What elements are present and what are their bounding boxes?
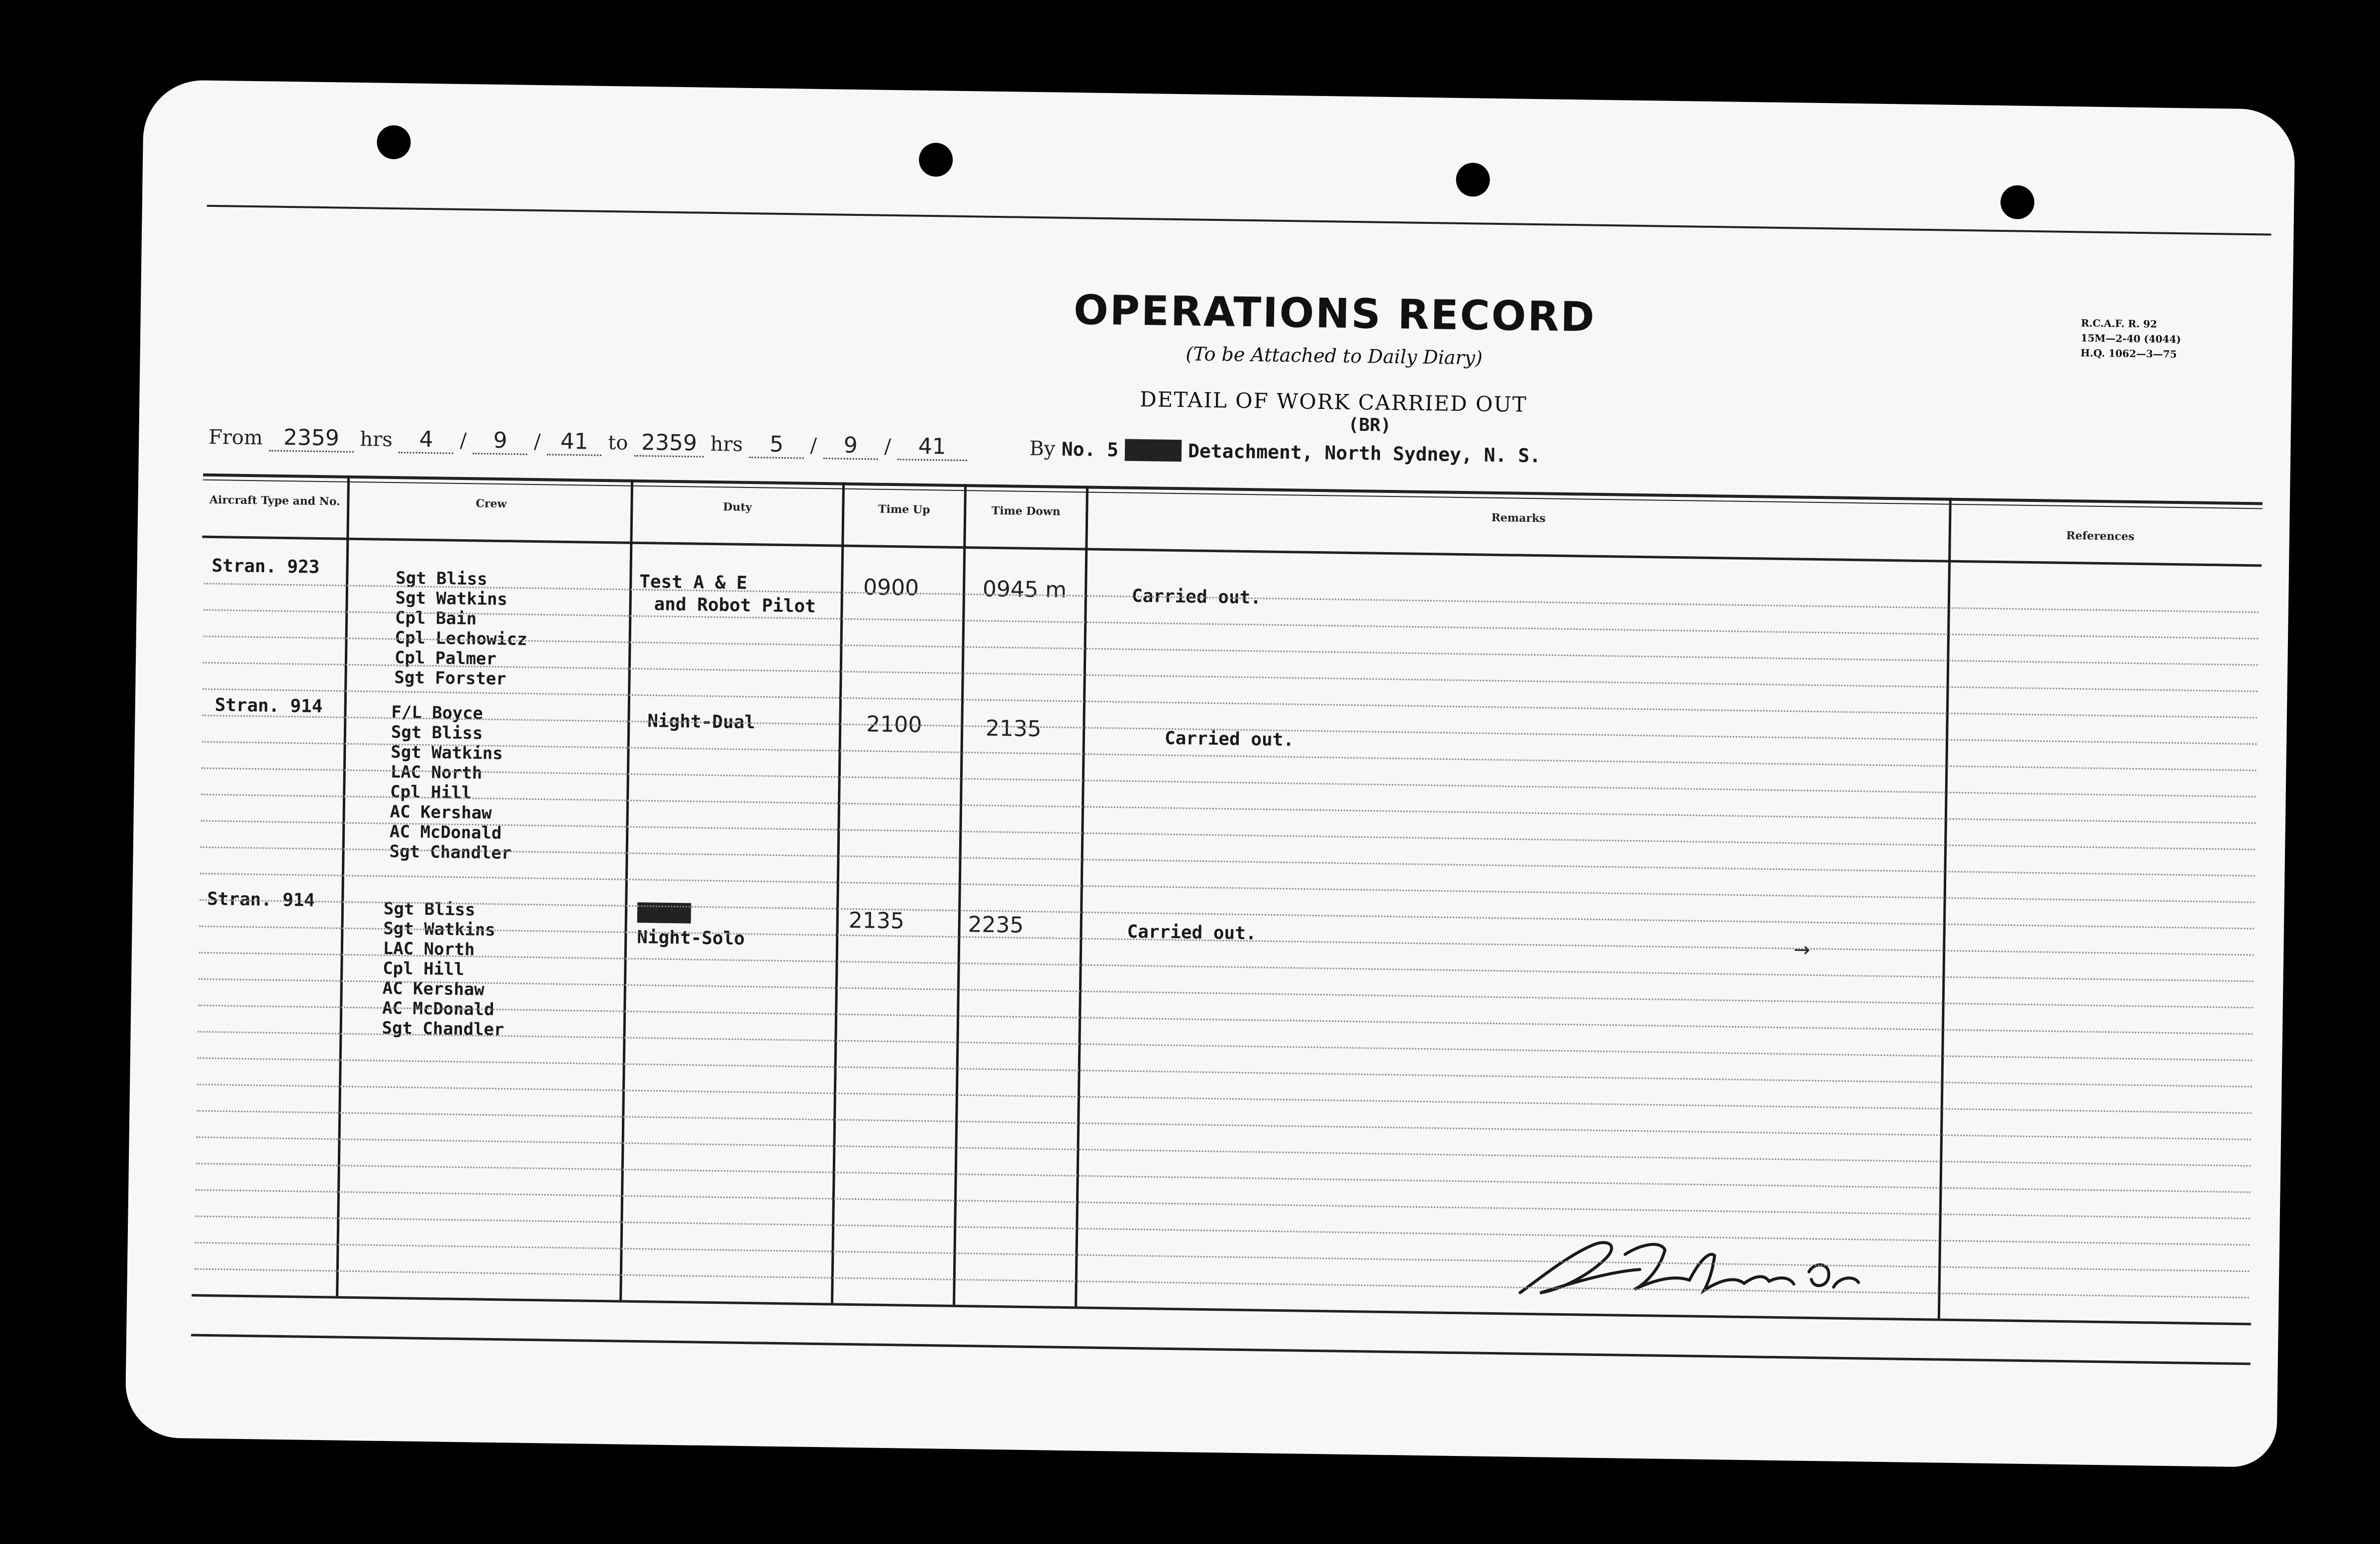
column-time-down: Time Down: [991, 504, 1061, 518]
crew-member: LAC North: [383, 938, 475, 960]
form-ref-line: R.C.A.F. R. 92: [2081, 317, 2158, 330]
unit-mark: (BR): [1348, 414, 1391, 436]
crew-member: Sgt Watkins: [395, 588, 508, 610]
remarks: Carried out.: [1127, 921, 1257, 944]
struck-text: XXXXX: [1124, 439, 1182, 462]
crew-member: Sgt Watkins: [391, 742, 503, 764]
time-up: 2135: [848, 907, 905, 934]
crew-member: Sgt Bliss: [383, 898, 476, 920]
duty-line: Night-Dual: [647, 711, 756, 733]
time-up: 2100: [866, 711, 922, 738]
col-divider: [953, 484, 967, 1305]
from-time: 2359: [269, 425, 354, 453]
aircraft-entry: Stran. 914: [206, 888, 315, 911]
unit-detachment: Detachment, North Sydney, N. S.: [1188, 440, 1541, 467]
form-title: OPERATIONS RECORD: [1073, 287, 1596, 341]
by-label: By: [1029, 437, 1056, 461]
punch-hole-4: [2000, 185, 2035, 219]
from-day: 4: [398, 426, 454, 454]
time-up: 0900: [863, 575, 919, 601]
to-year: 41: [897, 433, 967, 461]
duty-line: and Robot Pilot: [654, 594, 816, 617]
aircraft-entry: Stran. 914: [214, 695, 323, 717]
form-ref-line: 15M—2-40 (4044): [2081, 332, 2182, 346]
table-bottom-rule: [192, 1294, 2251, 1326]
time-down: 0945 m: [982, 576, 1067, 603]
from-label: From: [208, 425, 263, 450]
column-crew: Crew: [476, 497, 507, 511]
col-divider: [1938, 498, 1952, 1319]
crew-list: [382, 899, 506, 1040]
to-label: to: [607, 431, 628, 455]
col-divider: [619, 480, 633, 1300]
crew-member: AC Kershaw: [382, 978, 485, 1000]
crew-list: [389, 702, 513, 863]
struck-duty: XXXXX: [637, 902, 692, 924]
crew-member: Sgt Bliss: [391, 722, 483, 744]
unit-number: No. 5: [1061, 438, 1119, 461]
crew-member: Cpl Hill: [390, 781, 472, 803]
form-ref-line: H.Q. 1062—3—75: [2080, 347, 2177, 361]
period-line: From 2359 hrs 4 / 9 / 41 to 2359 hrs 5 / 9 / 41 By No. 5 XXXXX Detachment, North Sydney, N. S.: [208, 424, 1541, 467]
to-day: 5: [749, 431, 804, 459]
crew-member: AC McDonald: [389, 821, 502, 844]
column-references: References: [2066, 529, 2135, 543]
time-down: 2135: [985, 715, 1042, 742]
crew-member: Cpl Bain: [395, 608, 477, 629]
form-reference: [2081, 315, 2182, 362]
punch-hole-2: [919, 143, 953, 177]
crew-member: Sgt Watkins: [383, 918, 496, 940]
form-detail-heading: DETAIL OF WORK CARRIED OUT: [1139, 386, 1528, 417]
table-bottom-rule-2: [191, 1334, 2251, 1365]
crew-member: Cpl Lechowicz: [395, 628, 528, 650]
remarks: Carried out.: [1131, 585, 1262, 608]
crew-member: F/L Boyce: [391, 702, 484, 724]
operations-record-card: [125, 80, 2295, 1467]
pen-mark: →: [1793, 938, 1810, 962]
crew-member: Sgt Forster: [394, 668, 506, 689]
column-time-up: Time Up: [878, 502, 930, 517]
column-aircraft: Aircraft Type and No.: [209, 493, 340, 508]
punch-hole-1: [377, 125, 411, 159]
crew-member: Cpl Palmer: [394, 648, 497, 669]
from-year: 41: [547, 428, 602, 456]
top-rule: [207, 205, 2272, 236]
duty-line: Night-Solo: [637, 927, 745, 949]
hrs-label: hrs: [360, 428, 393, 451]
col-divider: [831, 482, 845, 1303]
col-divider: [1075, 485, 1089, 1306]
crew-member: LAC North: [390, 762, 483, 783]
crew-member: Sgt Chandler: [389, 841, 512, 864]
col-divider: [336, 476, 350, 1296]
remarks: Carried out.: [1164, 728, 1294, 751]
form-subtitle: (To be Attached to Daily Diary): [1186, 343, 1483, 369]
to-time: 2359: [634, 430, 704, 458]
aircraft-entry: Stran. 923: [211, 555, 320, 578]
crew-member: Sgt Chandler: [382, 1018, 504, 1040]
ruled-lines: [144, 80, 2295, 109]
time-down: 2235: [968, 912, 1024, 938]
crew-member: AC McDonald: [382, 998, 495, 1020]
punch-hole-3: [1456, 163, 1490, 197]
column-remarks: Remarks: [1491, 511, 1546, 525]
column-duty: Duty: [723, 500, 752, 514]
from-month: 9: [473, 427, 528, 455]
crew-member: AC Kershaw: [390, 801, 492, 823]
to-month: 9: [823, 432, 878, 460]
crew-member: Cpl Hill: [383, 958, 465, 980]
crew-member: Sgt Bliss: [396, 568, 488, 589]
duty-line: Test A & E: [639, 571, 748, 593]
hrs-label: hrs: [710, 432, 743, 456]
